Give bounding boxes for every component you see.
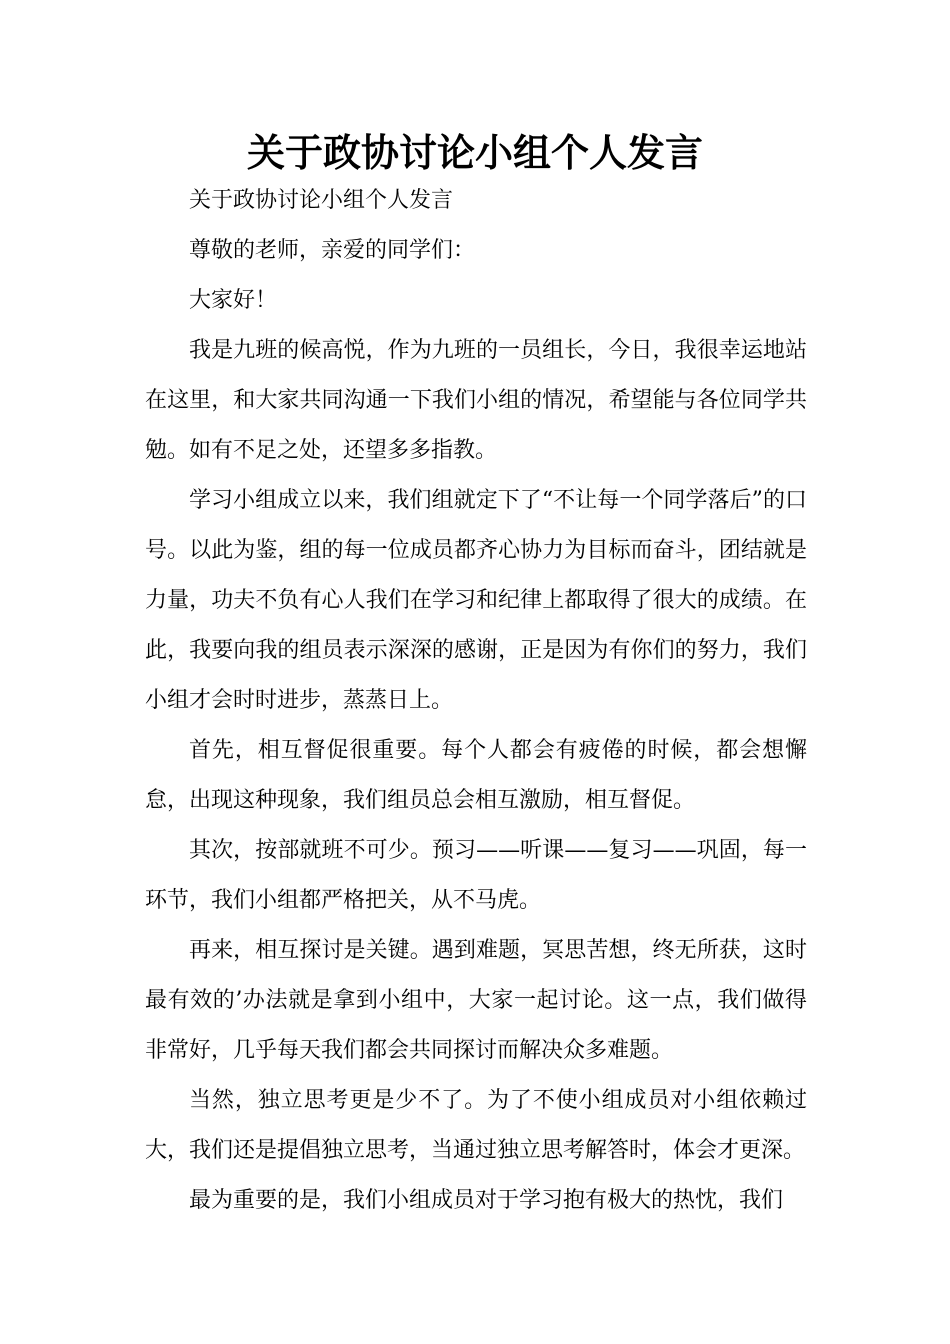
paragraph-introduction: 我是九班的候高悦，作为九班的一员组长，今日，我很幸运地站在这里，和大家共同沟通一下我们小组的情况，希望能与各位同学共勉。如有不足之处，还望多多指教。 — [145, 338, 807, 463]
paragraph-salutation: 尊敬的老师，亲爱的同学们： — [189, 238, 476, 263]
paragraph-second-point: 其次，按部就班不可少。预习——听课——复习——巩固，每一环节，我们小组都严格把关，从不马虎。 — [145, 838, 807, 913]
paragraph-subtitle: 关于政协讨论小组个人发言 — [189, 188, 454, 213]
document-title: 关于政协讨论小组个人发言 — [246, 131, 703, 175]
paragraph-fourth-point: 当然，独立思考更是少不了。为了不使小组成员对小组依赖过大，我们还是提倡独立思考，当通过独立思考解答时，体会才更深。 — [145, 1088, 807, 1163]
paragraph-first-point: 首先，相互督促很重要。每个人都会有疲倦的时候，都会想懈怠，出现这种现象，我们组员总会相互激励，相互督促。 — [145, 738, 807, 813]
paragraph-group-slogan: 学习小组成立以来，我们组就定下了“不让每一个同学落后”的口号。以此为鉴，组的每一位成员都齐心协力为目标而奋斗，团结就是力量，功夫不负有心人我们在学习和纪律上都取得了很大的成绩。在此，我要向我的组员表示深深的感谢，正是因为有你们的努力，我们小组才会时时进步，蒸蒸日上。 — [145, 488, 807, 713]
paragraph-greeting: 大家好！ — [189, 288, 278, 313]
document-body — [145, 176, 807, 1226]
paragraph-most-important: 最为重要的是，我们小组成员对于学习抱有极大的热忱，我们 — [189, 1188, 784, 1213]
paragraph-third-point: 再来，相互探讨是关键。遇到难题，冥思苦想，终无所获，这时最有效的’办法就是拿到小组中，大家一起讨论。这一点，我们做得非常好，几乎每天我们都会共同探讨而解决众多难题。 — [145, 938, 807, 1063]
